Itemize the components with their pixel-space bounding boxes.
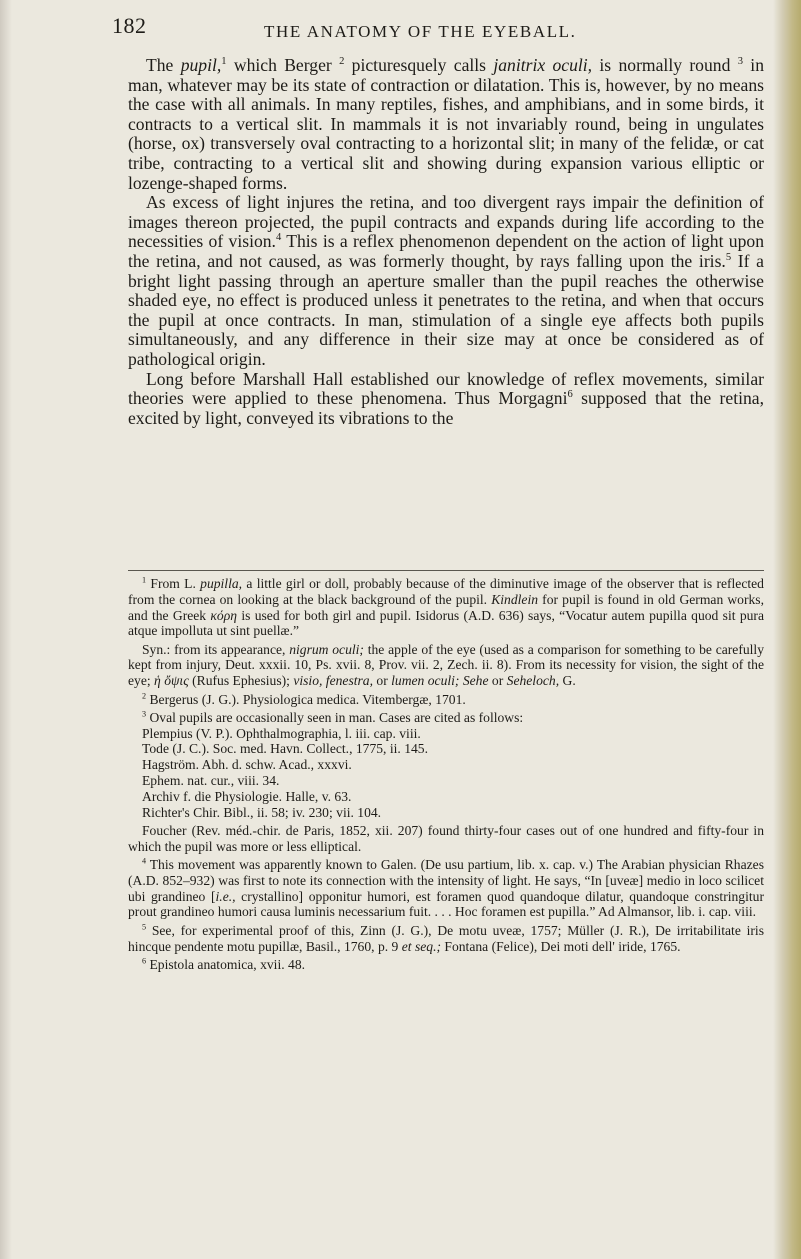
page-edge	[773, 0, 801, 1259]
footnote-rule	[128, 570, 764, 571]
footnotes	[128, 576, 764, 975]
running-head: THE ANATOMY OF THE EYEBALL.	[264, 22, 577, 41]
footnote-ref-2: 2	[339, 56, 345, 68]
page-number: 182	[112, 13, 147, 38]
footnote-ref-6: 6	[567, 389, 573, 401]
citation: Plempius (V. P.). Ophthalmographia, l. iii. cap. viii.	[142, 725, 421, 741]
body-text	[128, 56, 764, 428]
paragraph-pupil-shape: The pupil,$^1$ which Berger $^2$ picturesquely calls janitrix oculi, is normally round $^3$ in man, whatever may be its state of contraction or dilatation. This is, however, by no means the case with all animals. In many reptiles, fishes, and amphibians, and in some birds, it contracts to a vertical slit. In mammals it is not invariably round, being in ungulates (horse, ox) transversely oval contracting to a horizontal slit; in many of the felidæ, or cat tribe, contracting to a vertical slit and showing during expansion various elliptic or lozenge-shaped forms.	[128, 55, 764, 193]
footnote-1: $^1$ From L. pupilla, a little girl or doll, probably because of the diminutive image of the observer that is reflected from the cornea on looking at the black background of the pupil. Kindlein for pupil is found in old German works, and the Greek κόρη is used for both girl and pupil. Isidorus (A.D. 636) says, “Vocatur autem pupilla quod sit pura atque impolluta ut sint puellæ.”	[128, 575, 764, 639]
citation: Richter's Chir. Bibl., ii. 58; iv. 230; vii. 104.	[142, 804, 382, 820]
citation: Tode (J. C.). Soc. med. Havn. Collect., 1775, ii. 145.	[142, 741, 428, 757]
footnote-2: $^2$ Bergerus (J. G.). Physiologica medica. Vitembergæ, 1701.	[142, 691, 466, 707]
citation: Ephem. nat. cur., viii. 34.	[142, 773, 280, 789]
gutter-shadow	[0, 0, 12, 1259]
footnote-4: $^4$ This movement was apparently known to Galen. (De usu partium, lib. x. cap. v.) The Arabian physician Rhazes (A.D. 852–932) was first to note its connection with the intensity of light. He says, “In [uveæ] medio in loco scilicet ubi grandineo [i.e., crystallino] opponitur humori, est foramen quod quandoque dilatur, quandoque constringitur prout grandineo humori causa luminis necessarium fuit. . . . Hoc foramen est pupilla.” Ad Almansor, lib. i. cap. viii.	[128, 856, 764, 920]
footnote-6: $^6$ Epistola anatomica, xvii. 48.	[142, 956, 306, 972]
footnote-3: $^3$ Oval pupils are occasionally seen in man. Cases are cited as follows:	[142, 709, 524, 725]
citation: Archiv f. die Physiologie. Halle, v. 63.	[142, 788, 352, 804]
footnote-ref-5: 5	[725, 252, 732, 264]
footnote-1-synonyms: Syn.: from its appearance, nigrum oculi; the apple of the eye (used as a comparison for something to be carefully kept from injury, Deut. xxxii. 10, Ps. xvii. 8, Prov. vii. 2, Zech. ii. 8). From its necessity for vision, the sight of the eye; ἡ ὄψις (Rufus Ephesius); visio, fenestra, or lumen oculi; Sehe or Seheloch, G.	[128, 641, 764, 689]
footnote-5: $^5$ See, for experimental proof of this, Zinn (J. G.), De motu uveæ, 1757; Müller (J. R.), De irritabilitate iris hincque pendente motu pupillæ, Basil., 1760, p. 9 et seq.; Fontana (Felice), Dei moti dell' iride, 1765.	[128, 922, 764, 954]
footnote-3-foucher: Foucher (Rev. méd.-chir. de Paris, 1852, xii. 207) found thirty-four cases out of one hundred and fifty-four in which the pupil was more or less elliptical.	[128, 822, 764, 854]
citation: Hagström. Abh. d. schw. Acad., xxxvi.	[142, 757, 352, 773]
paragraph-reflex-history: Long before Marshall Hall established our knowledge of reflex movements, similar theories were applied to these phenomena. Thus Morgagni$^6$ supposed that the retina, excited by light, conveyed its vibrations to the	[128, 368, 765, 428]
paragraph-pupil-reflex: As excess of light injures the retina, and too divergent rays impair the definition of images thereon projected, the pupil contracts and expands during life according to the necessities of vision.$^4$ This is a reflex phenomenon dependent on the action of light upon the retina, and not caused, as was formerly thought, by rays falling upon the iris.$^5$ If a bright light passing through an aperture smaller than the pupil reaches the otherwise shaded eye, no effect is produced unless it penetrates to the retina, and when that occurs the pupil at once contracts. In man, stimulation of a single eye affects both pupils simultaneously, and any difference in their size may at once be considered as of pathological origin.	[128, 192, 764, 369]
footnote-ref-3: 3	[737, 56, 743, 68]
footnote-ref-4: 4	[275, 232, 282, 244]
footnote-ref-1: 1	[221, 56, 227, 68]
